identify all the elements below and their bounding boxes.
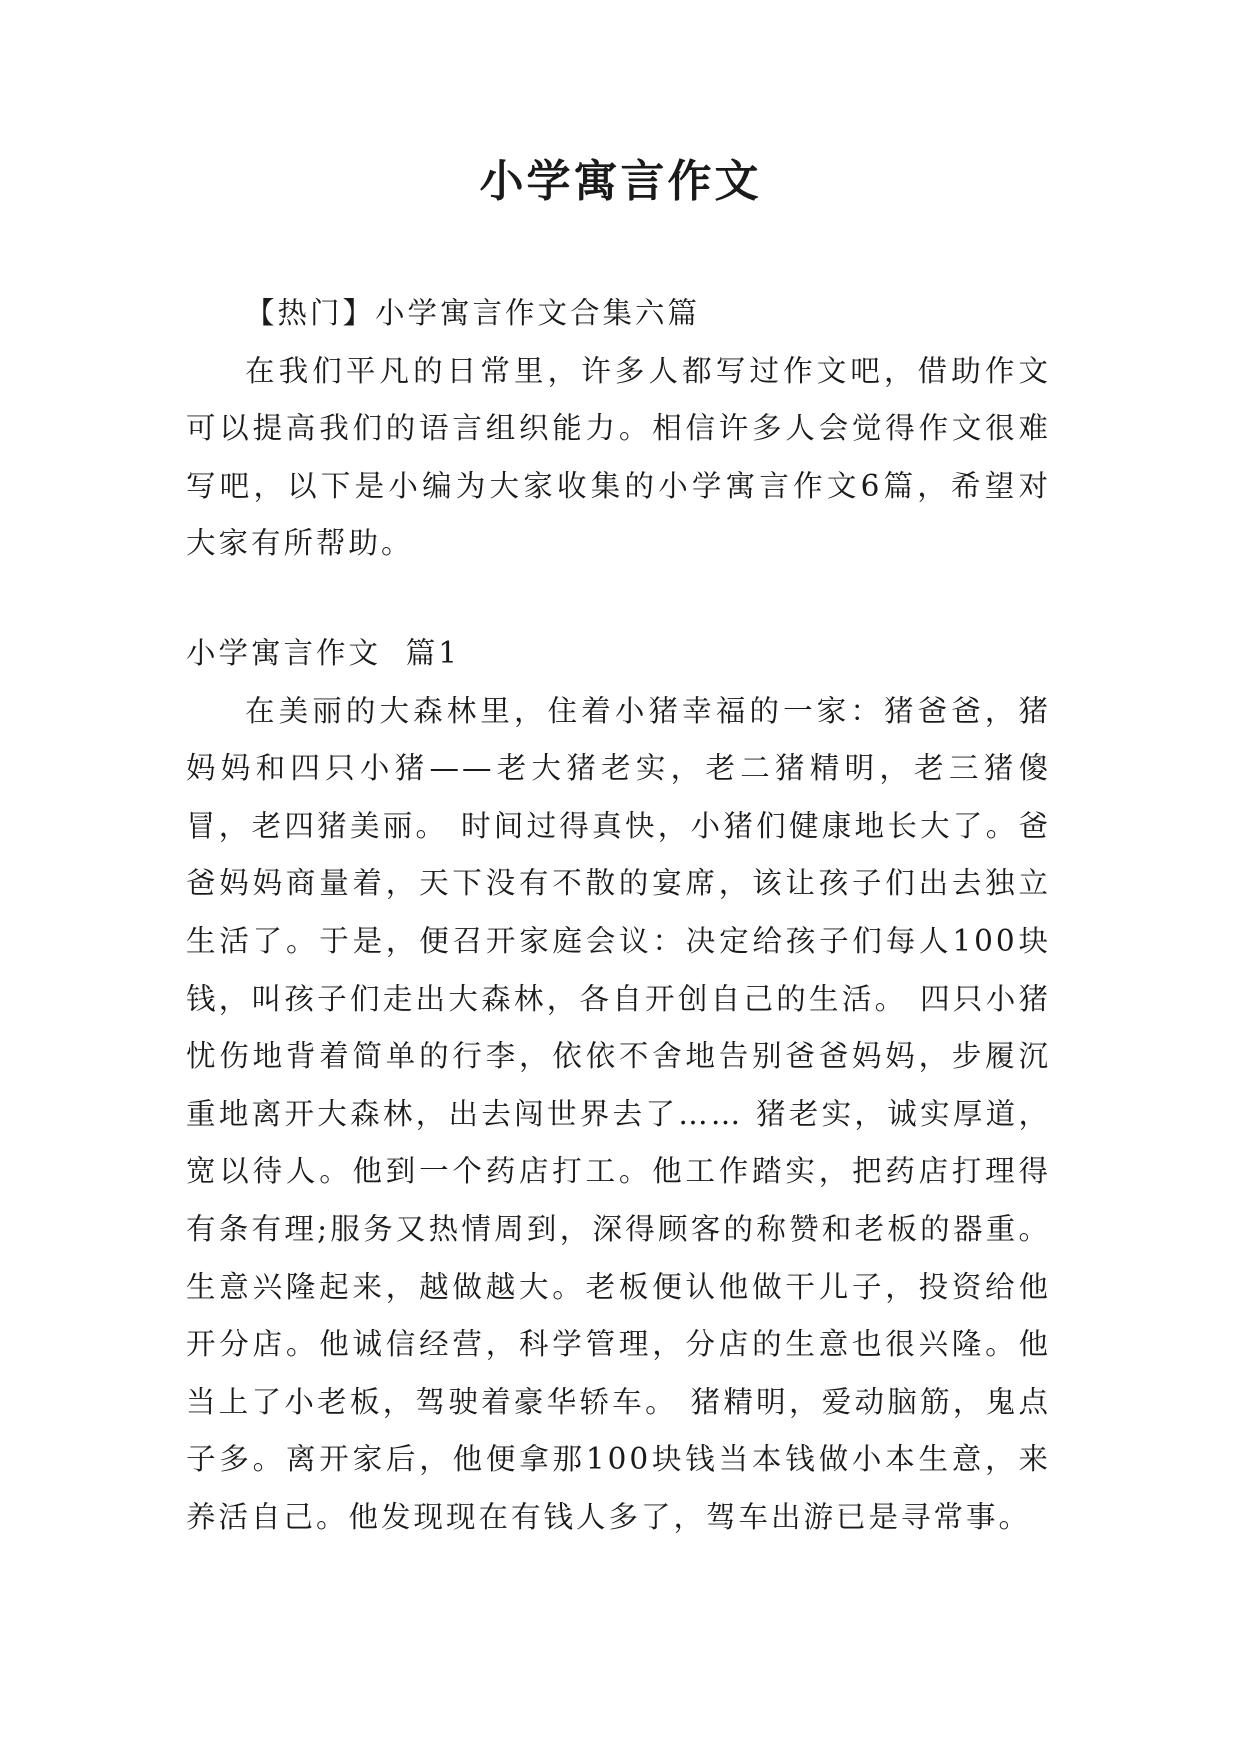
section-paragraph: 在美丽的大森林里，住着小猪幸福的一家：猪爸爸，猪妈妈和四只小猪——老大猪老实，老二猪精明，老三猪傻冒，老四猪美丽。 时间过得真快，小猪们健康地长大了。爸爸妈妈商量着，天下没有不散的宴席，该让孩子们出去独立生活了。于是，便召开家庭会议：决定给孩子们每人100块钱，叫孩子们走出大森林，各自开创自己的生活。 四只小猪忧伤地背着简单的行李，依依不舍地告别爸爸妈妈，步履沉重地离开大森林，出去闯世界去了…… 猪老实，诚实厚道，宽以待人。他到一个药店打工。他工作踏实，把药店打理得有条有理;服务又热情周到，深得顾客的称赞和老板的器重。生意兴隆起来，越做越大。老板便认他做干儿子，投资给他开分店。他诚信经营，科学管理，分店的生意也很兴隆。他当上了小老板，驾驶着豪华轿车。 猪精明，爱动脑筋，鬼点子多。离开家后，他便拿那100块钱当本钱做小本生意，来养活自己。他发现现在有钱人多了，驾车出游已是寻常事。 [186, 693, 1051, 1534]
section-heading: 小学寓言作文 篇1 [186, 635, 461, 670]
document-subtitle: 【热门】小学寓言作文合集六篇 [245, 296, 701, 330]
intro-paragraph: 在我们平凡的日常里，许多人都写过作文吧，借助作文可以提高我们的语言组织能力。相信许多人会觉得作文很难写吧，以下是小编为大家收集的小学寓言作文6篇，希望对大家有所帮助。 [186, 353, 1051, 561]
document-body [186, 285, 1051, 1546]
document-title: 小学寓言作文 [479, 156, 762, 207]
